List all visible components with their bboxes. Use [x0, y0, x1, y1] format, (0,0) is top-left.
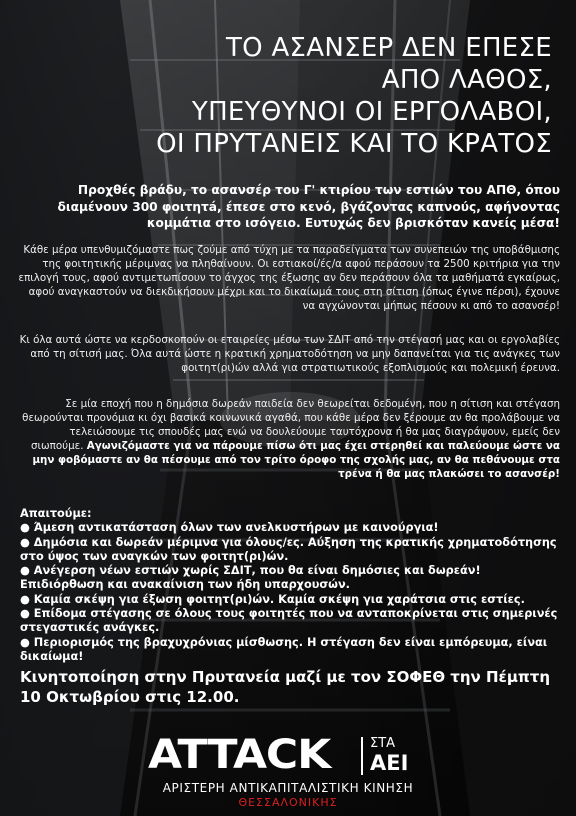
headline-line-2: ΑΠΟ ΛΑΘΟΣ, — [381, 65, 552, 95]
logo-wordmark: ATTACK — [148, 732, 331, 778]
headline-line-1: ΤΟ ΑΣΑΝΣΕΡ ΔΕΝ ΕΠΕΣΕ — [225, 33, 552, 63]
paragraph-3-text: Σε μία εποχή που η δημόσια δωρεάν παιδεία δεν θεωρείται δεδομένη, που η σίτιση και στέγαση θεωρούνται προνόμια κι όχι βασικά κοινωνικά αγαθά, που κάθε μέρα δεν ξέρουμε αν θα προλάβουμε να τελειώσουμε τις σπουδές μας ενώ να δουλεύουμε ταυτόχρονα ή θα μας διαγράψουν, εμείς δεν σιωπούμε. — [22, 398, 560, 452]
logo-divider — [361, 737, 363, 775]
demand-item: ● Ανέγερση νέων εστιών χωρίς ΣΔΙΤ, που θα είναι δημόσιες και δωρεάν! Επιδιόρθωση και ανακαίνιση των ήδη υπαρχουσών. — [20, 564, 481, 592]
logo-aei: ΑΕΙ — [370, 751, 409, 775]
demand-item: ● Περιορισμός της βραχυχρόνιας μίσθωσης. Η στέγαση δεν είναι εμπόρευμα, είναι δικαίωμα! — [20, 635, 548, 663]
body-paragraph-2: Κι όλα αυτά ώστε να κερδοσκοπούν οι εταιρείες μέσω των ΣΔΙΤ από την στέγασή μας και οι εργολαβίες από τη σίτισή μας. Όλα αυτά ώστε η κρατική χρηματοδότηση να μην δαπανείται για τις ανάγκες των φοιτητ(ρι)ών αλλά για στρατιωτικούς εξοπλισμούς και πολεμική έρευνα. — [19, 334, 560, 374]
headline — [132, 32, 552, 160]
organization-city: ΘΕΣΣΑΛΟΝΙΚΗΣ — [238, 796, 338, 809]
body-paragraph-3 — [18, 397, 560, 481]
paragraph-3-emphasis: Αγωνιζόμαστε για να πάρουμε πίσω ότι μας έχει στερηθεί και παλεύουμε ώστε να μην φοβόμαστε αν θα πέσουμε από τον τρίτο όροφο της σχολής μας, αν θα πεθάνουμε στα τρένα ή θα μας πλακώσει το ασανσέρ! — [32, 440, 560, 480]
demands-heading: Απαιτούμε: — [20, 507, 92, 520]
demand-item: ● Επίδομα στέγασης σε όλους τους φοιτητές που να ανταποκρίνεται στις σημερινές στεγαστικές ανάγκες. — [20, 607, 558, 635]
demands-list — [20, 507, 560, 664]
mobilization-notice: Κινητοποίηση στην Πρυτανεία μαζί με τον ΣΟΦΕΘ την Πέμπτη 10 Οκτωβρίου στις 12.00. — [20, 668, 551, 706]
headline-line-4: ΟΙ ΠΡΥΤΑΝΕΙΣ ΚΑΙ ΤΟ ΚΡΑΤΟΣ — [156, 129, 552, 159]
demand-item: ● Δημόσια και δωρεάν μέριμνα για όλους/ες. Αύξηση της κρατικής χρηματοδότησης στο ύψος των αναγκών των φοιτητ(ρι)ών. — [20, 535, 557, 563]
body-paragraph-1: Κάθε μέρα υπενθυμιζόμαστε πως ζούμε από τύχη με τα παραδείγματα των συνεπειών της υποβάθμισης της φοιτητικής μέριμνας να πληθαίνουν. Οι εστιακοί/ές/α αφού περάσουν τα 2500 κριτήρια για την επιλογή τους, αφού αντιμετωπίσουν το άγχος της έξωσης αν δεν περάσουν όλα τα μαθήματά εγκαίρως, αφού αναγκαστούν να διεκδικήσουν μέχρι και το δικαίωμά τους στη σίτιση (όπως έγινε πέρσι), έχουνε να αγχώνονται μήπως πέσουν κι από το ασανσέρ! — [18, 244, 560, 312]
headline-line-3: ΥΠΕΥΘΥΝΟΙ ΟΙ ΕΡΓΟΛΑΒΟΙ, — [191, 97, 552, 127]
demand-item: ● Καμία σκέψη για έξωση φοιτητ(ρι)ών. Καμία σκέψη για χαράτσια στις εστίες. — [20, 592, 525, 606]
organization-name: ΑΡΙΣΤΕΡΗ ΑΝΤΙΚΑΠΙΤΑΛΙΣΤΙΚΗ ΚΙΝΗΣΗ — [162, 781, 414, 795]
attack-logo — [148, 733, 448, 781]
logo-sta: ΣΤΑ — [370, 736, 396, 751]
demand-item: ● Άμεση αντικατάσταση όλων των ανελκυστήρων με καινούργια! — [20, 521, 439, 535]
intro-paragraph: Προχθές βράδυ, το ασανσέρ του Γ' κτιρίου των εστιών του ΑΠΘ, όπου διαμένουν 300 φοιτητá, έπεσε στο κενό, βγάζοντας καπνούς, αφήνοντας κομμάτια στο ισόγειο. Ευτυχώς δεν βρισκόταν κανείς μέσα! — [57, 183, 560, 230]
